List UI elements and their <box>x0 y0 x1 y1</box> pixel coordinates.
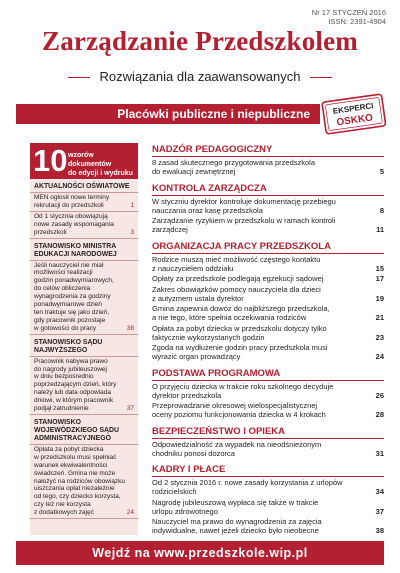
toc-item-line: rodzicielskich <box>152 487 197 496</box>
sidebar-item-line: uiszczania opłat niezależnie <box>34 485 115 493</box>
stamp-line2: OSKKO <box>335 112 374 129</box>
toc-item-line: Zarządzanie ryzykiem w przedszkolu w ramach kontroli <box>152 216 336 225</box>
issn: ISSN: 2391-4904 <box>328 17 386 26</box>
toc-item-line: z nauczycielem oddziału <box>152 263 234 273</box>
sidebar-section-heading: NAJWYŻSZEGO <box>34 346 88 354</box>
toc-rule <box>152 156 384 157</box>
toc-section-heading: KONTROLA ZARZĄDCZA <box>152 182 267 194</box>
sidebar-item-line: poprzedzającym dzień, który <box>34 381 117 389</box>
sidebar <box>30 143 138 535</box>
toc-item-line: chodniku ponosi dozorca <box>152 448 235 458</box>
toc-item-line: Zakres obowiązków pomocy nauczyciela dla dzieci <box>152 284 321 294</box>
sidebar-rule <box>30 260 138 261</box>
subtitle-row <box>0 69 400 85</box>
sidebar-item-line: Pracownik nabywa prawo <box>34 357 108 365</box>
toc-item-page: 31 <box>375 448 384 458</box>
toc-item-line: do ewaluacji zewnętrznej <box>152 167 236 176</box>
sidebar-item-rule <box>30 211 138 212</box>
subtitle-rule-right <box>310 77 332 78</box>
toc-item-line: oceny poziomu funkcjonowania dziecka w 4 krokach <box>152 410 326 419</box>
sidebar-item-line: Opłata za pobyt dziecka <box>34 445 104 453</box>
toc-item-line: Od 2 stycznia 2016 r. nowe zasady korzystania z urlopów <box>152 478 343 487</box>
sidebar-item-line: MEN ogłosił nowe terminy <box>34 194 110 201</box>
audience-band: Placówki publiczne i niepubliczne <box>16 104 320 124</box>
magazine-subtitle: Rozwiązania dla zaawansowanych <box>99 69 301 84</box>
toc-item-page: 23 <box>375 332 384 342</box>
sidebar-item-line: z dodatkowych zajęć <box>34 509 94 517</box>
sidebar-item-line: czy też nie korzysta <box>34 501 91 509</box>
toc-rule <box>152 195 384 196</box>
toc-item-page: 8 <box>379 205 384 215</box>
sidebar-item-line: godzin ponadwymiarowych, <box>34 277 114 285</box>
count-text-line: wzorów dokumentów <box>68 152 112 168</box>
toc-rule <box>152 253 384 254</box>
toc-item-line: nauczania oraz kasę przedszkola <box>152 205 263 215</box>
sidebar-item-line: Od 1 stycznia obowiązują <box>34 212 108 220</box>
sidebar-item-rule <box>30 334 138 335</box>
toc-section-heading: BEZPIECZEŃSTWO I OPIEKA <box>152 425 286 437</box>
sidebar-item-line: rekrutacji do przedszkoli <box>34 201 104 209</box>
sidebar-item-page: 1 <box>130 201 134 209</box>
toc-item-line: zarządczej <box>152 225 188 234</box>
toc-item-line: Gmina zapewnia dowóz do najbliższego przedszkola, <box>152 304 330 313</box>
documents-count-text <box>68 151 138 178</box>
toc-item-page: 37 <box>375 506 384 516</box>
sidebar-item-page: 3 <box>130 228 134 236</box>
toc-section-heading: ORGANIZACJA PRACY PRZEDSZKOLA <box>152 240 331 252</box>
sidebar-item-line: możliwości realizacji <box>34 269 93 277</box>
toc-item-line: dyrektor przedszkola <box>152 390 222 400</box>
sidebar-rule <box>30 192 138 193</box>
toc-item-page: 26 <box>375 390 384 400</box>
toc-item-page: 28 <box>375 410 384 419</box>
sidebar-item-line: w gotowości do pracy <box>34 324 97 332</box>
count-text-line: do edycji i wydruku <box>68 170 133 177</box>
sidebar-item-line: wynagrodzenia za godziny <box>34 293 111 301</box>
sidebar-section-heading: STANOWISKO MINISTRA <box>34 242 117 250</box>
toc-section-heading: KADRY I PŁACE <box>152 464 226 475</box>
sidebar-item-line: świadczeń. Gmina nie może <box>34 469 116 477</box>
toc-item-line: 8 zasad skutecznego przygotowania przedszkola <box>152 158 316 167</box>
sidebar-item-line: od tego, czy dziecko korzysta, <box>34 493 121 501</box>
toc-item-page: 24 <box>375 352 384 361</box>
toc-item-line: Odpowiedzialność za wypadek na nieodśnieżonym <box>152 439 322 449</box>
sidebar-section-heading: STANOWISKO <box>34 418 81 426</box>
sidebar-item-line: przedszkoli <box>34 228 67 236</box>
toc-rule <box>152 438 384 439</box>
toc-item-line: Nagrodę jubileuszową wypłaca się także w trakcie <box>152 497 319 507</box>
toc-item-line: z autyzmem ustala dyrektor <box>152 293 244 303</box>
magazine-title: Zarządzanie Przedszkolem <box>42 26 358 56</box>
sidebar-item-line: gdy pracownik pozostaje <box>34 316 106 324</box>
toc-item-line: Zgoda na wydłużenie godzin pracy przedszkola musi <box>152 343 328 352</box>
toc-item-line: faktycznie wykorzystanych godzin <box>152 332 265 342</box>
sidebar-item-line: w przedszkolu musi spełniać <box>34 453 117 461</box>
toc-item-line: W styczniu dyrektor kontroluje dokumentację przebiegu <box>152 196 336 206</box>
documents-count: 10 <box>33 143 68 178</box>
toc-item-page: 17 <box>375 274 384 283</box>
toc-item-line: Przeprowadzanie okresowej wielospecjalistycznej <box>152 401 318 410</box>
toc-item-line: Opłata za pobyt dziecka w przedszkolu dotyczy tylko <box>152 323 327 333</box>
toc-item-line: Opłaty za przedszkole podlegają egzekucji sądowej <box>152 274 324 283</box>
issue-info <box>312 8 386 26</box>
toc-section-heading: NADZÓR PEDAGOGICZNY <box>152 144 273 155</box>
sidebar-rule <box>30 356 138 357</box>
sidebar-item-line: Jeśli nauczyciel nie miał <box>34 261 104 269</box>
documents-count-box <box>30 143 138 179</box>
stamp-line1: EKSPERCI <box>332 101 374 116</box>
toc-rule <box>152 476 384 477</box>
sidebar-item-line: ponadwymiarowe dzień <box>34 301 102 308</box>
toc-item-page: 38 <box>375 526 384 535</box>
sidebar-item-line: warunek ekwiwalentności <box>34 461 108 469</box>
toc-item-line: Rodzice muszą mieć możliwość częstego kontaktu <box>152 254 321 264</box>
sidebar-item-line: dniowi, w którym pracownik <box>34 397 114 405</box>
sidebar-item-rule <box>30 238 138 239</box>
sidebar-section-heading: STANOWISKO SĄDU <box>34 338 103 346</box>
sidebar-section-heading: EDUKACJI NARODOWEJ <box>34 250 117 258</box>
sidebar-item-page: 37 <box>126 405 134 412</box>
sidebar-section-heading: WOJEWÓDZKIEGO SĄDU <box>34 426 119 434</box>
toc-item-line: Nauczyciel ma prawo do wynagrodzenia za zajęcia <box>152 517 322 526</box>
sidebar-item-line: do nagrody jubileuszowej <box>34 365 107 373</box>
sidebar-item-line: ten traktuje się jako dzień, <box>34 308 110 316</box>
sidebar-section-heading: ADMINISTRACYJNEGO <box>34 434 111 442</box>
sidebar-item-line: do celów obliczenia <box>34 285 91 293</box>
toc-item-line: urlopu zdrowotnego <box>152 506 218 516</box>
sidebar-item-line: podjął zatrudnienie <box>34 405 89 412</box>
sidebar-section-heading: AKTUALNOŚCI OŚWIATOWE <box>34 183 130 190</box>
toc-item-page: 5 <box>379 167 384 176</box>
toc-item-line: indywidualne, nawet jeżeli dziecko było nieobecne <box>152 526 319 535</box>
toc-item-page: 15 <box>375 263 384 273</box>
sidebar-item-rule <box>30 414 138 415</box>
toc-item-line: a nie tego, które spełnia oczekiwania rodziców <box>152 313 307 322</box>
toc-rule <box>152 380 384 381</box>
sidebar-item-rule <box>30 518 138 519</box>
sidebar-item-line: nowe zasady wspomagania <box>34 220 114 228</box>
sidebar-rule <box>30 444 138 445</box>
website-footer[interactable]: Wejdź na www.przedszkole.wip.pl <box>16 541 384 565</box>
toc-item-line: O przyjęciu dziecka w trakcie roku szkolnego decyduje <box>152 381 334 391</box>
sidebar-item-line: w dniu bezpośrednio <box>34 373 94 381</box>
toc-section-heading: PODSTAWA PROGRAMOWA <box>152 367 281 379</box>
toc-item-page: 34 <box>375 487 384 496</box>
experts-stamp <box>318 92 390 138</box>
toc-item-page: 21 <box>375 313 384 322</box>
toc-item-page: 11 <box>376 225 384 234</box>
toc-item-page: 19 <box>375 293 384 303</box>
sidebar-item-page: 24 <box>126 509 134 517</box>
toc-item-line: wyrazić organ prowadzący <box>152 352 241 361</box>
sidebar-item-page: 38 <box>126 324 134 332</box>
sidebar-item-line: należy lub data odpowiada <box>34 389 111 397</box>
sidebar-item-line: nałożyć na rodziców obowiązku <box>34 477 126 485</box>
issue-number-date: Nr 17 STYCZEŃ 2016 <box>311 8 386 17</box>
